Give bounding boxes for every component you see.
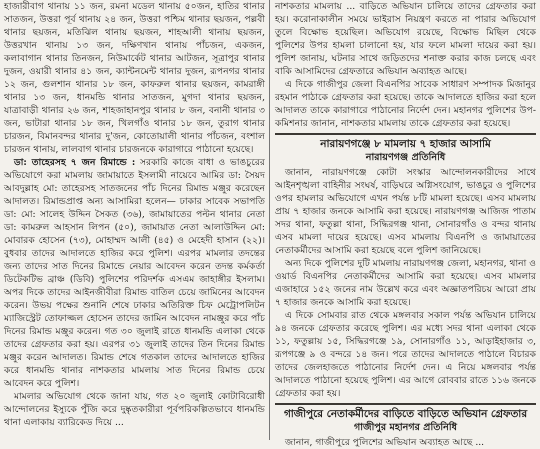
- byline-narayanganj: নারায়ণগঞ্জ প্রতিনিধি: [365, 152, 446, 163]
- column-divider: [269, 0, 270, 440]
- left-lead-subhead: ডা: তাহেরসহ ৭ জন রিমান্ডে :: [14, 157, 136, 168]
- left-paragraph-3: মামলার অভিযোগ থেকে জানা যায়, গত ২০ জুলাই কোটাবিরোধী আন্দোলনের ইস্যুকে পুঁজি করে দুষ্কৃতকারীরা পূর্বপরিকল্পিতভাবে ধানমন্ডি থানা এলাকায় ব্যারিকেড দিয়ে ...: [4, 391, 265, 428]
- left-paragraph-1: হাজারীবাগ থানায় ১১ জন, রমনা মডেল থানায় ৫০জন, হাতির থানার সাতজন, উত্তরা পূর্ব থানায় ২৪ জন, উত্তরা পশ্চিম থানার ছয়জন, পল্লবী থানার ছয়জন, মতিঝিল থানায় ছয়জন, শাহআলী থানায় ছয়জন, উত্তরখান থানায় ১৩ জন, দক্ষিণখান থানায় পাঁচজন, একজন, কলাবাগান থানার তিনজন, নিউমার্কেট থানার আটজন, সূত্রাপুর থানার দুজন, ওয়ারী থানার ৪১ জন, ক্যান্টনমেন্ট থানার দুজন, রূপনগর থানার ১২ জন, গুলশান থানার ১৮ জন, কাফরুল থানার ছয়জন, কামরাঙ্গী থানার ১৩ জন, ধানমন্ডি থানার সাতজন, মুগদা থানার ছয়জন, যাত্রাবাড়ী থানার ২৬ জন, শাহজাহানপুর থানার ৮ জন, বনানী থানার ৩ জন, ভাটারা থানার ১৮ জন, খিলগাঁও থানার ১৮ জন, তুরাগ থানার চারজন, বিমানবন্দর থানার দু'জন, কোতোয়ালী থানার পাঁচজন, বংশাল চারজন থানায়, লালবাগ থানার চারজনকে কারাগারে পাঠানো হয়েছে।: [4, 1, 265, 155]
- left-paragraph-2: [4, 156, 265, 390]
- right-paragraph-6: জানান, গাজীপুরে পুলিশের অভিযান অব্যাহত আছে ...: [285, 437, 485, 448]
- left-column: [4, 0, 265, 440]
- right-column: [275, 0, 536, 448]
- right-paragraph-2: এ দিকে গাজীপুর জেলা বিএনপির সাবেক সাধারণ সম্পাদক মিজানুর রহমান পাঠাকে গ্রেফতার করা হয়েছে। তাকে আদালতে হাজির করা হলে আদালত তাকে কারাগারে পাঠানোর নির্দেশ দেন। মহানগর পুলিশের উপ-কমিশনার জানান, নাশকতার মামলায় তাকে গ্রেফতার করা হয়েছে।: [275, 79, 536, 129]
- right-paragraph-1: নাশকতার মামলায় ... বাড়িতে অভিযান চালিয়ে তাদের গ্রেফতার করা হয়। করোনাকালীন সময়ে ভাইরাস নিয়ন্ত্রণ করতে না পারার অভিযোগ তুলে বিক্ষোভ হয়েছিল। অভিযোগ রয়েছে, বিক্ষোভ মিছিল থেকে পুলিশের উপর হামলা চালানো হয়, যার ফলে মামলা দায়ের করা হয়। পুলিশ জানায়, ঘটনার সাথে জড়িতদের শনাক্ত করার কাজ চলছে এবং বাকি আসামিদের গ্রেফতারে অভিযান অব্যাহত আছে।: [275, 1, 536, 77]
- headline-gazipur: গাজীপুরে নেতাকর্মীদের বাড়িতে বাড়িতে অভিযান গ্রেফতার: [283, 408, 528, 420]
- left-paragraph-2-text: সরকারি কাজে বাধা ও ভাঙচুরের অভিযোগে করা মামলায় জামায়াতে ইসলামী নায়েবে আমির ডা: সৈয়দ আবদুল্লাহ মো: তাহেরসহ সাতজনের পাঁচ দিনের রিমান্ড মঞ্জুর করেছেন আদালত। রিমান্ডপ্রাপ্ত অন্য আসামিরা হলেন— ঢাকার সাবেক সভাপতি ডা: মো: সালেহ উদ্দিন সৈকত (৩৬), জামায়াতের পল্টন থানার নেতা ডা: কামরুল আহসান লিপন (৫০), জামায়াত নেতা আলাউদ্দিন মো: মোবারক হোসেন (৭৩), মোহাম্মদ আলী (৪৫) ও মেহেদী হাসান (২২)। বুধবার তাদের আদালতে হাজির করে পুলিশ। এরপর মামলার তদন্তের জন্য তাদের সাত দিনের রিমান্ডে নেয়ার আবেদন করেন তদন্ত কর্মকর্তা ডিটেকটিভ ব্রাঞ্চ (ডিবি) পুলিশের পরিদর্শক এসএম জাহাঙ্গীর ইসলাম। অপর দিকে তাদের আইনজীবীরা রিমান্ড বাতিল চেয়ে জামিনের আবেদন করেন। উভয় পক্ষের শুনানি শেষে ঢাকার অতিরিক্ত চিফ মেট্রোপলিটন ম্যাজিস্ট্রেট তোফাজ্জল হোসেন তাদের জামিন আবেদন নামঞ্জুর করে পাঁচ দিনের রিমান্ড মঞ্জুর করেন। গত ৩০ জুলাই রাতে ধানমন্ডি এলাকা থেকে তাদের গ্রেফতার করা হয়। এরপর ৩১ জুলাই তাদের তিন দিনের রিমান্ড মঞ্জুর করেন আদালত। রিমান্ড শেষে গতকাল তাদের আদালতে হাজির করে ধানমন্ডি থানার নাশকতার মামলায় সাত দিনের রিমান্ড চেয়ে আবেদন করে পুলিশ।: [4, 157, 265, 389]
- right-paragraph-5: এ দিকে সোমবার রাত থেকে মঙ্গলবার সকাল পর্যন্ত অভিযান চালিয়ে ৯৪ জনকে গ্রেফতার করেছে পুলিশ। এর মধ্যে সদর থানা এলাকা থেকে ১১, ফতুল্লায় ১৫, সিদ্ধিরগঞ্জে ১৯, সোনারগাঁও ১১, আড়াইহাজার ৩, রূপগঞ্জে ৯ ও বন্দরে ১৪ জন। পরে তাদের আদালতে পাঠালে বিচারক তাদের জেলহাজতে পাঠানোর নির্দেশ দেন। এ নিয়ে মঙ্গলবার পর্যন্ত আদালতে পাঠানো হয়েছে পুলিশ। এর আগে রোববার রাতে ১১৬ জনকে গ্রেফতার করা হয়।: [275, 310, 536, 399]
- byline-gazipur: গাজীপুর মহানগর প্রতিনিধি: [353, 422, 457, 433]
- section-rule-2: [275, 403, 536, 405]
- section-rule-1: [275, 133, 536, 135]
- right-paragraph-4: অন্য দিকে পুলিশের দুটি মামলায় নারায়ণগঞ্জ জেলা, মহানগর, থানা ও ওয়ার্ড বিএনপির নেতাকর্মীদের আসামি করা হয়েছে। এসব মামলার এজাহারে ১৫২ জনের নাম উল্লেখ করে এবং অজ্ঞাতপরিচয় আরো প্রায় ৭ হাজার জনকে আসামি করা হয়েছে।: [275, 258, 536, 308]
- right-paragraph-3: জানান, নারায়ণগঞ্জে কোটা সংস্কার আন্দোলনকারীদের সাথে আইনশৃঙ্খলা বাহিনীর সংঘর্ষ, বাড়িঘরে অগ্নিসংযোগ, ভাঙচুর ও পুলিশের ওপর হামলার অভিযোগে এখন পর্যন্ত ৮টি মামলা হয়েছে। এসব মামলায় প্রায় ৭ হাজার জনকে আসামি করা হয়েছে। নারায়ণগঞ্জ আজিজ পাতাম সদর থানা, ফতুল্লা থানা, সিদ্ধিরগঞ্জ থানা, সোনারগাঁও ও বন্দর থানায় এসব মামলা দায়ের হয়েছে। এসব মামলায় বিএনপি ও জামায়াতের নেতাকর্মীদের আসামি করা হয়েছে বলে পুলিশ জানিয়েছে।: [275, 167, 536, 256]
- headline-narayanganj: নারায়ণগঞ্জে ৮ মামলায় ৭ হাজার আসামি: [320, 138, 491, 150]
